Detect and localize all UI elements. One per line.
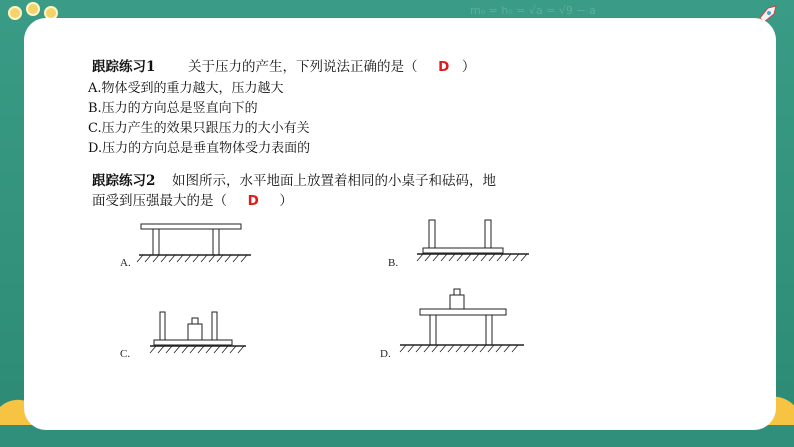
option-b: B.压力的方向总是竖直向下的 [88,101,258,116]
practice1-label: 跟踪练习1 [92,59,156,75]
lightbulb-icon [26,2,40,16]
option-a: A.物体受到的重力越大，压力越大 [88,81,284,96]
figure-b [415,218,535,268]
practice1-question [92,55,475,75]
figure-a-label: A. [120,257,131,269]
figure-d [400,287,530,357]
practice2-text2: 面受到压强最大的是（ [92,193,227,209]
figure-d-label: D. [380,348,391,360]
practice1-answer: D [438,59,450,75]
practice2-question-line2 [92,189,293,209]
practice1-close: ） [461,59,476,75]
chalk-decoration: m₀ = h₀ = √a = √9 − a [470,4,596,17]
option-c: C.压力产生的效果只跟压力的大小有关 [88,121,310,136]
practice2-text: 如图所示，水平地面上放置着相同的小桌子和砝码，地 [172,173,496,189]
option-d: D.压力的方向总是垂直物体受力表面的 [88,141,311,156]
figure-c-label: C. [120,348,131,360]
lightbulb-icon [8,6,22,20]
figure-c [150,310,250,356]
practice1-text: 关于压力的产生，下列说法正确的是（ [188,59,418,75]
practice2-answer: D [247,193,259,209]
practice2-label: 跟踪练习2 [92,173,156,189]
figure-b-label: B. [388,257,399,269]
practice2-question-line1 [92,169,496,189]
practice2-close: ） [279,193,293,209]
figure-a [135,222,255,268]
